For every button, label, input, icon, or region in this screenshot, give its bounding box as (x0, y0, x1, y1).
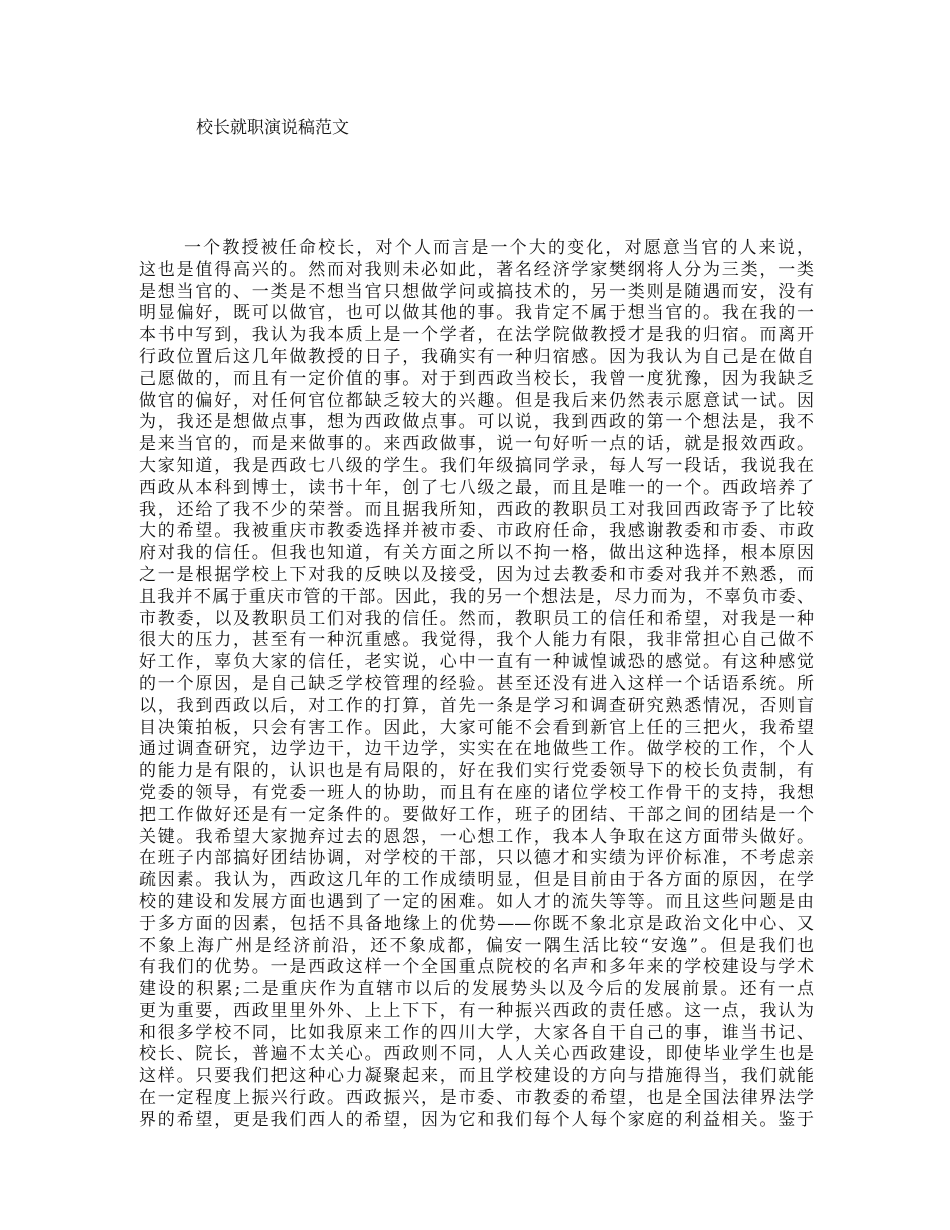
body-line: 党委的领导，有党委一班人的协助，而且有在座的诸位学校工作骨干的支持，我想 (139, 782, 814, 803)
body-line: 做官的偏好，对任何官位都缺乏较大的兴趣。但是我后来仍然表示愿意试一试。因 (139, 390, 814, 411)
body-line: 和很多学校不同，比如我原来工作的四川大学，大家各自干自己的事，谁当书记、 (139, 1022, 814, 1043)
body-line: 明显偏好，既可以做官，也可以做其他的事。我肯定不属于想当官的。我在我的一 (139, 303, 814, 324)
body-line: 大的希望。我被重庆市教委选择并被市委、市政府任命，我感谢教委和市委、市政 (139, 521, 814, 542)
body-line: 行政位置后这几年做教授的日子，我确实有一种归宿感。因为我认为自己是在做自 (139, 346, 814, 367)
body-line: 好工作，辜负大家的信任，老实说，心中一直有一种诚惶诚恐的感觉。有这种感觉 (139, 652, 814, 673)
body-line: 不象上海广州是经济前沿，还不象成都，偏安一隅生活比较“安逸”。但是我们也 (139, 935, 814, 956)
body-line: 更为重要，西政里里外外、上上下下，有一种振兴西政的责任感。这一点，我认为 (139, 1000, 814, 1021)
body-line: 以，我到西政以后，对工作的打算，首先一条是学习和调查研究熟悉情况，否则盲 (139, 695, 814, 716)
body-line: 西政从本科到博士，读书十年，创了七八级之最，而且是唯一的一个。西政培养了 (139, 477, 814, 498)
body-line: 为，我还是想做点事，想为西政做点事。可以说，我到西政的第一个想法是，我不 (139, 412, 814, 433)
body-line: 校长、院长，普遍不太关心。西政则不同，人人关心西政建设，即使毕业学生也是 (139, 1044, 814, 1065)
body-line: 是想当官的、一类是不想当官只想做学问或搞技术的，另一类则是随遇而安，没有 (139, 281, 814, 302)
body-line: 界的希望，更是我们西人的希望，因为它和我们每个人每个家庭的利益相关。鉴于 (139, 1109, 814, 1130)
body-line: 于多方面的因素，包括不具备地缘上的优势——你既不象北京是政治文化中心、又 (139, 913, 814, 934)
document-body (139, 238, 814, 1132)
body-line: 在班子内部搞好团结协调，对学校的干部，只以德才和实绩为评价标准，不考虑亲 (139, 848, 814, 869)
body-line: 通过调查研究，边学边干，边干边学，实实在在地做些工作。做学校的工作，个人 (139, 739, 814, 760)
body-line: 目决策拍板，只会有害工作。因此，大家可能不会看到新官上任的三把火，我希望 (139, 717, 814, 738)
body-line: 己愿做的，而且有一定价值的事。对于到西政当校长，我曾一度犹豫，因为我缺乏 (139, 368, 814, 389)
body-line: 之一是根据学校上下对我的反映以及接受，因为过去教委和市委对我并不熟悉，而 (139, 564, 814, 585)
body-line: 且我并不属于重庆市管的干部。因此，我的另一个想法是，尽力而为，不辜负市委、 (139, 586, 814, 607)
body-line: 很大的压力，甚至有一种沉重感。我觉得，我个人能力有限，我非常担心自己做不 (139, 630, 814, 651)
body-line: 把工作做好还是有一定条件的。要做好工作，班子的团结、干部之间的团结是一个 (139, 804, 814, 825)
body-line: 大家知道，我是西政七八级的学生。我们年级搞同学录，每人写一段话，我说我在 (139, 455, 814, 476)
document-title: 校长就职演说稿范文 (196, 118, 349, 138)
body-line: 校的建设和发展方面也遇到了一定的困难。如人才的流失等等。而且这些问题是由 (139, 891, 814, 912)
body-line: 府对我的信任。但我也知道，有关方面之所以不拘一格，做出这种选择，根本原因 (139, 543, 814, 564)
body-line: 疏因素。我认为，西政这几年的工作成绩明显，但是目前由于各方面的原因，在学 (139, 870, 814, 891)
body-line: 本书中写到，我认为我本质上是一个学者，在法学院做教授才是我的归宿。而离开 (139, 325, 814, 346)
body-line: 在一定程度上振兴行政。西政振兴，是市委、市教委的希望，也是全国法律界法学 (139, 1088, 814, 1109)
body-line: 市教委，以及教职员工们对我的信任。然而，教职员工的信任和希望，对我是一种 (139, 608, 814, 629)
body-line: 建设的积累;二是重庆作为直辖市以后的发展势头以及今后的发展前景。还有一点 (139, 979, 814, 1000)
body-line: 有我们的优势。一是西政这样一个全国重点院校的名声和多年来的学校建设与学术 (139, 957, 814, 978)
body-line: 是来当官的，而是来做事的。来西政做事，说一句好听一点的话，就是报效西政。 (139, 434, 814, 455)
body-line: 这也是值得高兴的。然而对我则未必如此，著名经济学家樊纲将人分为三类，一类 (139, 259, 814, 280)
body-line: 这样。只要我们把这种心力凝聚起来，而且学校建设的方向与措施得当，我们就能 (139, 1066, 814, 1087)
body-line: 的一个原因，是自己缺乏学校管理的经验。甚至还没有进入这样一个话语系统。所 (139, 673, 814, 694)
body-line: 我，还给了我不少的荣誉。而且据我所知，西政的教职员工对我回西政寄予了比较 (139, 499, 814, 520)
body-line: 的能力是有限的，认识也是有局限的，好在我们实行党委领导下的校长负责制，有 (139, 761, 814, 782)
body-line: 关键。我希望大家抛弃过去的恩怨，一心想工作，我本人争取在这方面带头做好。 (139, 826, 814, 847)
body-line: 一个教授被任命校长，对个人而言是一个大的变化，对愿意当官的人来说， (184, 238, 814, 258)
